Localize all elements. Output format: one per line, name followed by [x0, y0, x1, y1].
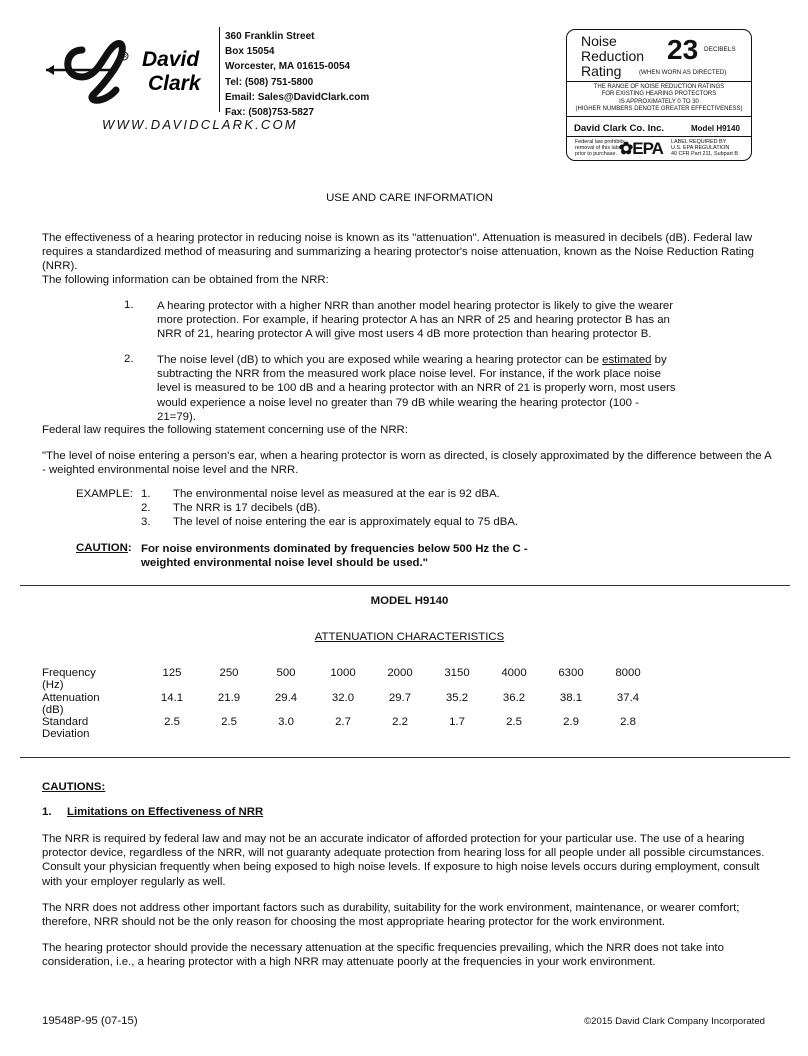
table-cell: 125	[162, 667, 182, 679]
table-cell: 1000	[330, 667, 356, 679]
list-item-number: 1.	[124, 299, 134, 311]
nrr-req-line: U.S. EPA REGULATION	[671, 145, 730, 152]
example-text: The level of noise entering the ear is approximately equal to 75 dBA.	[173, 516, 519, 528]
copyright: ©2015 David Clark Company Incorporated	[584, 1016, 765, 1027]
row-label: Standard Deviation	[42, 716, 90, 740]
caution-paragraph-1: The NRR is required by federal law and may not be an accurate indicator of afforded protection for your particular use. The use of a hearing protector device, regardless of the NRR, will not guaranty adequate protection from hearing loss for all people under all possible circumstances. Consult your physician frequently when being exposed to high noise levels. If exposure to high noise levels occurs during employment, consult with your employer regularly as well.	[42, 833, 765, 888]
caution-colon: :	[127, 542, 132, 554]
table-cell: 2.8	[620, 716, 636, 728]
following-text: The following information can be obtained from the NRR:	[42, 274, 329, 286]
table-cell: 4000	[501, 667, 527, 679]
model-title: MODEL H9140	[370, 595, 449, 607]
nrr-label	[566, 29, 752, 161]
caution-sub-title: Limitations on Effectiveness of NRR	[67, 806, 264, 818]
nrr-range-line: IS APPROXIMATELY 0 TO 30	[619, 98, 699, 105]
caution-paragraph-2: The NRR does not address other important factors such as durability, suitability for the work environment, maintenance, or wearer comfort; therefore, NRR should not be the only reason for choosing the most appropriate hearing protector for the work environment.	[42, 902, 740, 929]
nrr-when-worn: (WHEN WORN AS DIRECTED)	[639, 69, 727, 76]
table-cell: 500	[276, 667, 296, 679]
table-cell: 2.5	[221, 716, 237, 728]
caution-paragraph-3: The hearing protector should provide the necessary attenuation at the specific frequencies prevailing, which the NRR does not take into consideration, i.e., a hearing protector with a high NRR may attenuate poorly at the frequencies in your work environment.	[42, 942, 724, 969]
section-divider	[20, 585, 790, 586]
table-cell: 38.1	[559, 691, 583, 704]
dc-monogram-icon	[44, 22, 222, 117]
address-street: 360 Franklin Street	[225, 31, 315, 42]
table-cell: 6300	[558, 667, 584, 679]
svg-text:R: R	[123, 54, 127, 60]
intro-paragraph: The effectiveness of a hearing protector in reducing noise is known as its "attenuation". Attenuation is measured in decibels (dB). Federal law requires a standardized method of measuring and summarizing a hearing protector's noise attenuation, known as the Noise Reduction Rating (NRR).	[42, 232, 754, 273]
nrr-range-text	[567, 81, 751, 117]
table-cell: 2.2	[392, 716, 408, 728]
logo-david-text: David	[142, 48, 200, 71]
david-clark-logo	[44, 22, 222, 117]
table-cell: 2.5	[164, 716, 180, 728]
address-city: Worcester, MA 01615-0054	[225, 61, 351, 73]
table-cell: 29.4	[274, 691, 298, 704]
nrr-unit: DECIBELS	[704, 46, 736, 53]
nrr-word-noise: Noise	[581, 33, 617, 49]
caution-line: weighted environmental noise level should be used."	[141, 557, 429, 570]
logo-clark-text: Clark	[148, 72, 201, 95]
table-cell: 3150	[444, 667, 470, 679]
example-number: 3.	[141, 516, 151, 528]
table-cell: 1.7	[449, 716, 465, 728]
table-cell: 8000	[615, 667, 641, 679]
row-label: Attenuation (dB)	[42, 691, 100, 716]
epa-flower-icon: ✿	[619, 139, 633, 158]
nrr-divider	[567, 136, 751, 137]
caution-label	[76, 542, 132, 554]
example-number: 1.	[141, 488, 151, 500]
list-item-2	[157, 353, 677, 424]
doc-title: USE AND CARE INFORMATION	[326, 192, 493, 204]
attenuation-title: ATTENUATION CHARACTERISTICS	[314, 631, 505, 643]
table-cell: 29.7	[388, 691, 412, 704]
example-text: The environmental noise level as measured at the ear is 92 dBA.	[173, 488, 500, 500]
table-cell: 36.2	[502, 691, 526, 704]
nrr-req-line: 40 CFR Part 211, Subpart B	[671, 151, 739, 158]
caution-text	[141, 542, 528, 570]
nrr-quote: "The level of noise entering a person's ear, when a hearing protector is worn as directed, is closely approximated by the difference between the A - weighted environmental noise level and the NRR.	[42, 450, 772, 477]
epa-text: EPA	[632, 139, 663, 158]
federal-law-text: Federal law requires the following statement concerning use of the NRR:	[42, 424, 408, 436]
example-text: The NRR is 17 decibels (dB).	[173, 502, 321, 514]
epa-logo	[619, 139, 663, 159]
item2-text: The noise level (dB) to which you are exposed while wearing a hearing protector can be	[157, 354, 603, 366]
table-cell: 2000	[387, 667, 413, 679]
nrr-word-reduction: Reduction	[581, 48, 645, 64]
table-cell: 2.9	[563, 716, 579, 728]
table-cell: 250	[219, 667, 239, 679]
address-email: Email: Sales@DavidClark.com	[225, 91, 370, 103]
nrr-req-line: LABEL REQUIRED BY	[671, 139, 727, 145]
caution-line: For noise environments dominated by frequencies below 500 Hz the C -	[141, 543, 528, 555]
row-label: Frequency (Hz)	[42, 667, 96, 691]
nrr-fed-line: Federal law prohibits	[575, 139, 625, 145]
address-tel: Tel: (508) 751-5800	[225, 76, 314, 88]
nrr-model: Model H9140	[691, 124, 740, 133]
address-box: Box 15054	[225, 46, 275, 58]
address-divider	[219, 27, 220, 112]
table-cell: 2.7	[335, 716, 351, 728]
table-cell: 37.4	[616, 691, 640, 704]
item2-estimated: estimated	[602, 354, 652, 366]
item2-text: by subtracting the NRR from the measured work place noise level. For instance, if the work place noise level is measured to be 100 dB and a hearing protector with an NRR of 21 is properly worn, most users would experience a noise level no greater than 79 dB while wearing the hearing protector (100 - 21=79).	[157, 354, 676, 423]
cautions-heading: CAUTIONS:	[42, 781, 106, 793]
example-label: EXAMPLE:	[76, 488, 133, 500]
nrr-range-line: THE RANGE OF NOISE REDUCTION RATINGS	[593, 84, 725, 90]
nrr-fed-line: prior to purchase.	[575, 151, 617, 158]
nrr-fed-line: removal of this label	[575, 145, 623, 152]
website-url: WWW.DAVIDCLARK.COM	[102, 117, 298, 132]
list-item-1: A hearing protector with a higher NRR than another model hearing protector is likely to give the wearer more protection. For example, if hearing protector A has an NRR of 25 and hearing protector B has an NRR of 21, hearing protector A will give most users 4 dB more protection than hearing protector B.	[157, 300, 674, 341]
address-fax: Fax: (508)753-5827	[225, 107, 314, 119]
table-cell: 35.2	[445, 691, 469, 704]
table-cell: 2.5	[506, 716, 522, 728]
nrr-word-rating: Rating	[581, 63, 622, 79]
caution-sub-number: 1.	[42, 806, 52, 818]
table-cell: 21.9	[217, 691, 241, 704]
nrr-range-line: (HIGHER NUMBERS DENOTE GREATER EFFECTIVENESS)	[575, 106, 743, 113]
nrr-regulation	[671, 139, 738, 158]
document-code: 19548P-95 (07-15)	[42, 1015, 138, 1027]
nrr-value: 23	[667, 34, 699, 65]
table-cell: 3.0	[278, 716, 294, 728]
section-divider	[20, 757, 790, 758]
address-block	[225, 29, 369, 120]
nrr-company: David Clark Co. Inc.	[574, 123, 665, 134]
table-cell: 14.1	[160, 691, 184, 704]
nrr-federal-notice	[575, 139, 625, 158]
nrr-range-line: FOR EXISTING HEARING PROTECTORS	[601, 91, 717, 98]
example-number: 2.	[141, 502, 151, 514]
list-item-number: 2.	[124, 353, 134, 365]
caution-word: CAUTION	[76, 542, 128, 554]
table-cell: 32.0	[331, 691, 355, 704]
